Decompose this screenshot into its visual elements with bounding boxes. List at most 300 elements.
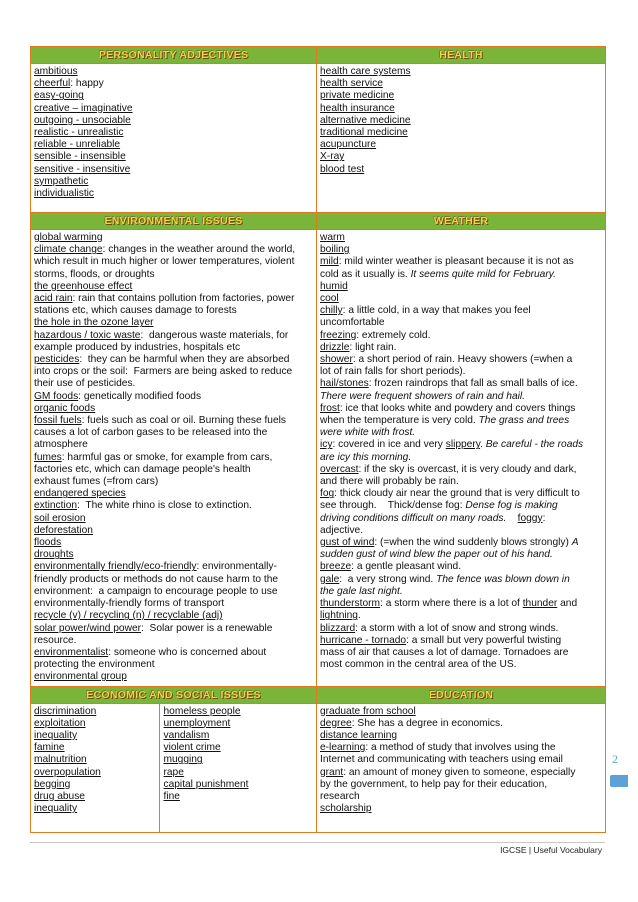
example-sentence: Be careful - the roads — [485, 439, 584, 451]
vocab-term: environmentally friendly/eco-friendly — [34, 561, 197, 573]
vocab-term: icy — [320, 439, 333, 451]
definition-text: protecting the environment — [34, 659, 155, 671]
vocab-line — [34, 232, 313, 244]
vocab-term: sympathetic — [34, 175, 89, 187]
vocab-term: fog — [320, 488, 335, 500]
vocab-term: health insurance — [320, 102, 395, 114]
vocab-line — [34, 354, 313, 366]
example-sentence: were white with frost. — [320, 427, 416, 439]
vocab-line — [34, 730, 156, 742]
vocab-term: frost — [320, 402, 340, 414]
vocab-term: distance learning — [320, 729, 398, 741]
vocab-term: private medicine — [320, 90, 395, 102]
definition-text: environment: a campaign to encourage people to use — [34, 585, 278, 597]
vocab-line — [34, 549, 313, 561]
vocab-term: deforestation — [34, 524, 93, 536]
vocab-line — [34, 256, 313, 268]
page-tab-marker — [610, 775, 628, 787]
vocab-term: cool — [320, 293, 339, 305]
vocab-term: overpopulation — [34, 766, 101, 778]
definition-text: : a storm with a lot of snow and strong winds. — [355, 622, 559, 634]
vocab-term: organic foods — [34, 402, 96, 414]
vocab-term: discrimination — [34, 705, 97, 717]
vocab-term: scholarship — [320, 803, 372, 815]
definition-text: : covered in ice and very — [332, 439, 446, 451]
definition-text: when the temperature is very cold. — [320, 415, 479, 427]
vocab-line — [34, 164, 313, 176]
vocab-line — [34, 139, 313, 151]
weather-list — [317, 230, 606, 687]
vocab-line — [320, 754, 602, 766]
vocab-line — [320, 305, 602, 317]
vocab-term: blizzard — [320, 622, 356, 634]
definition-text: : a very strong wind. — [339, 573, 437, 585]
definition-text: mass of air that causes a lot of damage. Tornadoes are — [320, 646, 569, 658]
footer-title: Useful Vocabulary — [533, 845, 602, 855]
vocab-term: drizzle — [320, 341, 350, 353]
definition-text: uncomfortable — [320, 317, 385, 329]
vocab-term: cheerful — [34, 78, 71, 90]
vocab-line — [320, 513, 602, 525]
vocab-line — [320, 115, 602, 127]
vocab-line — [34, 103, 313, 115]
vocab-line — [320, 718, 602, 730]
vocab-term: easy-going — [34, 90, 84, 102]
vocab-term: outgoing - unsociable — [34, 114, 131, 126]
definition-text: : (=when the wind suddenly blows strongly) — [374, 537, 572, 549]
vocab-term: fossil fuels — [34, 415, 82, 427]
vocab-line — [34, 635, 313, 647]
vocab-term: capital punishment — [163, 778, 249, 790]
definition-text: : — [542, 512, 546, 524]
vocab-line — [320, 488, 602, 500]
vocab-line — [320, 549, 602, 561]
definition-text: : changes in the weather around the world, — [102, 244, 296, 256]
vocab-line — [34, 427, 313, 439]
vocab-term: gust of wind — [320, 537, 375, 549]
footer-separator: | — [528, 845, 532, 855]
vocab-term: GM foods — [34, 390, 79, 402]
definition-text: : a little cold, in a way that makes you feel — [342, 305, 531, 317]
vocab-term: inequality — [34, 729, 78, 741]
economic-cell — [31, 703, 317, 832]
vocab-term: thunder — [522, 598, 558, 610]
vocab-term: sensitive - insensitive — [34, 163, 131, 175]
vocab-term: malnutrition — [34, 754, 87, 766]
vocab-term: boiling — [320, 244, 350, 256]
vocab-line — [320, 330, 602, 342]
definition-text: : someone who is concerned about — [108, 646, 267, 658]
vocab-term: recycle (v) / recycling (n) / recyclable (adj) — [34, 610, 223, 622]
vocab-line — [320, 232, 602, 244]
vocab-line — [34, 305, 313, 317]
vocab-term: humid — [320, 280, 348, 292]
vocab-line — [320, 244, 602, 256]
definition-text: which result in much higher or lower temperatures, violent — [34, 256, 295, 268]
vocab-line — [34, 803, 156, 815]
definition-text: : they can be harmful when they are absorbed — [79, 354, 290, 366]
vocab-line — [320, 439, 602, 451]
vocab-line — [320, 791, 602, 803]
vocab-line — [34, 647, 313, 659]
vocab-line — [34, 610, 313, 622]
vocab-line — [34, 378, 313, 390]
example-sentence: There were frequent showers of rain and hail. — [320, 390, 525, 402]
example-sentence: It seems quite mild for February. — [410, 268, 556, 280]
vocab-term: gale — [320, 573, 340, 585]
definition-text: : if the sky is overcast, it is very cloudy and dark, — [358, 463, 577, 475]
definition-text: . — [357, 610, 361, 622]
vocab-line — [34, 317, 313, 329]
vocab-line — [320, 269, 602, 281]
vocab-term: fumes — [34, 451, 62, 463]
definition-text: storms, floods, or droughts — [34, 268, 155, 280]
environment-list — [31, 230, 317, 687]
vocab-term: the hole in the ozone layer — [34, 317, 154, 329]
vocab-term: mild — [320, 256, 339, 268]
vocab-term: sensible - insensible — [34, 151, 126, 163]
vocab-term: violent crime — [163, 742, 221, 754]
vocab-line — [320, 391, 602, 403]
example-sentence: A — [571, 537, 579, 549]
vocab-line — [320, 342, 602, 354]
vocab-term: creative – imaginative — [34, 102, 133, 114]
vocab-line — [320, 635, 602, 647]
vocab-line — [320, 127, 602, 139]
example-sentence: the gale last night. — [320, 585, 403, 597]
vocab-term: e-learning — [320, 742, 366, 754]
vocab-line — [34, 464, 313, 476]
vocab-line — [320, 476, 602, 488]
vocab-term: hurricane - tornado — [320, 634, 407, 646]
vocab-term: traditional medicine — [320, 127, 408, 139]
vocab-line — [34, 293, 313, 305]
vocab-line — [34, 330, 313, 342]
vocab-term: fine — [163, 790, 180, 802]
vocab-term: lightning — [320, 610, 358, 622]
vocab-line — [320, 293, 602, 305]
definition-text: environmentally-friendly forms of transport — [34, 598, 225, 610]
definition-text: : thick cloudy air near the ground that is very difficult to — [334, 488, 580, 500]
vocab-term: health service — [320, 78, 383, 90]
vocab-line — [320, 803, 602, 815]
definition-text: into crops or the soil: Farmers are being asked to reduce — [34, 366, 293, 378]
vocab-line — [320, 415, 602, 427]
vocab-line — [320, 500, 602, 512]
vocab-term: graduate from school — [320, 705, 416, 717]
definition-text: and there will probably be rain. — [320, 476, 459, 488]
vocab-line — [164, 742, 317, 754]
vocab-line — [34, 513, 313, 525]
vocab-line — [34, 415, 313, 427]
example-sentence: driving conditions difficult on many roads. — [320, 512, 507, 524]
definition-text: causes a lot of carbon gases to be released into the — [34, 427, 268, 439]
vocab-line — [320, 623, 602, 635]
definition-text: : light rain. — [349, 341, 397, 353]
definition-text — [506, 513, 517, 524]
economic-list-right — [159, 704, 316, 832]
example-sentence: sudden gust of wind blew the paper out of his hand. — [320, 549, 553, 561]
vocab-line — [34, 439, 313, 451]
vocab-line — [320, 90, 602, 102]
vocab-term: extinction — [34, 500, 78, 512]
vocab-line — [320, 354, 602, 366]
vocab-term: unemployment — [163, 717, 231, 729]
vocab-line — [34, 269, 313, 281]
definition-text: : happy — [70, 78, 104, 90]
vocab-line — [320, 610, 602, 622]
vocab-term: environmentalist — [34, 646, 109, 658]
personality-heading: PERSONALITY ADJECTIVES — [31, 47, 317, 64]
vocab-term: slippery — [445, 439, 481, 451]
vocab-term: droughts — [34, 549, 74, 561]
vocab-line — [320, 139, 602, 151]
vocab-line — [34, 791, 156, 803]
vocab-term: floods — [34, 537, 62, 549]
vocab-term: breeze — [320, 561, 352, 573]
vocab-line — [34, 78, 313, 90]
footer-course: IGCSE — [500, 845, 527, 855]
definition-text: : Solar power is a renewable — [141, 622, 273, 634]
vocab-line — [34, 586, 313, 598]
definition-text: : genetically modified foods — [78, 390, 202, 402]
definition-text: : fuels such as coal or oil. Burning these fuels — [81, 415, 286, 427]
vocab-line — [34, 452, 313, 464]
vocab-line — [164, 754, 317, 766]
definition-text: : dangerous waste materials, for — [140, 329, 289, 341]
vocab-line — [320, 378, 602, 390]
vocab-line — [34, 391, 313, 403]
definition-text: : environmentally- — [196, 561, 277, 573]
vocab-line — [320, 537, 602, 549]
vocab-line — [320, 706, 602, 718]
vocabulary-table — [30, 46, 606, 833]
vocab-term: thunderstorm — [320, 598, 381, 610]
vocab-term: chilly — [320, 305, 343, 317]
vocab-line — [34, 403, 313, 415]
vocab-line — [34, 90, 313, 102]
vocab-term: solar power/wind power — [34, 622, 142, 634]
education-heading: EDUCATION — [317, 686, 606, 703]
vocab-term: global warming — [34, 232, 103, 243]
vocab-term: foggy — [517, 512, 543, 524]
definition-text: lot of rain falls for short periods). — [320, 366, 466, 378]
vocab-term: realistic - unrealistic — [34, 127, 124, 139]
vocab-term: the greenhouse effect — [34, 280, 133, 292]
definition-text: atmosphere — [34, 439, 88, 451]
definition-text: research — [320, 790, 360, 802]
economic-heading: ECONOMIC AND SOCIAL ISSUES — [31, 686, 317, 703]
vocab-term: hazardous / toxic waste — [34, 329, 141, 341]
vocab-term: endangered species — [34, 488, 126, 500]
environment-heading: ENVIRONMENTAL ISSUES — [31, 213, 317, 230]
personality-list — [31, 64, 317, 213]
vocab-line — [320, 742, 602, 754]
vocab-line — [320, 151, 602, 163]
definition-text: : extremely cold. — [356, 329, 431, 341]
vocab-line — [164, 718, 317, 730]
health-heading: HEALTH — [317, 47, 606, 64]
vocab-line — [320, 730, 602, 742]
example-sentence: are icy this morning. — [320, 451, 412, 463]
footer-rule — [30, 842, 605, 843]
vocab-line — [34, 66, 313, 78]
vocab-line — [320, 78, 602, 90]
vocab-line — [34, 754, 156, 766]
vocab-line — [34, 366, 313, 378]
definition-text: friendly products or methods do not cause harm to the — [34, 573, 279, 585]
vocab-term: acid rain — [34, 293, 73, 305]
vocab-term: degree — [320, 717, 352, 729]
vocab-term: individualistic — [34, 188, 95, 200]
vocab-term: mugging — [163, 754, 203, 766]
vocab-line — [164, 791, 317, 803]
vocab-term: begging — [34, 778, 71, 790]
definition-text: : The white rhino is close to extinction. — [77, 500, 252, 512]
definition-text: cold as it usually is. — [320, 268, 411, 280]
vocab-line — [320, 452, 602, 464]
vocab-line — [34, 574, 313, 586]
vocab-line — [34, 115, 313, 127]
definition-text: by the government, to help pay for their education, — [320, 778, 548, 790]
vocab-line — [320, 598, 602, 610]
page-number: 2 — [612, 752, 618, 766]
definition-text: and — [557, 598, 578, 610]
vocab-line — [320, 103, 602, 115]
vocab-line — [164, 767, 317, 779]
vocab-line — [320, 525, 602, 537]
vocab-line — [320, 366, 602, 378]
vocab-line — [34, 598, 313, 610]
vocab-line — [320, 256, 602, 268]
definition-text: Internet and communicating with teachers using email — [320, 754, 563, 766]
vocab-line — [34, 537, 313, 549]
definition-text: : mild winter weather is pleasant because it is not as — [338, 256, 574, 268]
weather-heading: WEATHER — [317, 213, 606, 230]
vocab-line — [320, 317, 602, 329]
vocab-term: freezing — [320, 329, 357, 341]
vocab-line — [320, 561, 602, 573]
vocab-line — [34, 718, 156, 730]
vocab-line — [34, 342, 313, 354]
vocab-line — [164, 706, 317, 718]
vocab-line — [34, 742, 156, 754]
definition-text: : a short period of rain. Heavy showers (=when a — [352, 354, 573, 366]
vocab-line — [34, 281, 313, 293]
definition-text: : a gentle pleasant wind. — [351, 561, 462, 573]
vocab-line — [320, 427, 602, 439]
vocab-term: shower — [320, 354, 353, 366]
vocab-line — [164, 730, 317, 742]
health-list — [317, 64, 606, 213]
definition-text: factories etc, which can damage people's health — [34, 463, 251, 475]
vocab-term: environmental group — [34, 671, 127, 683]
vocab-line — [34, 476, 313, 488]
definition-text: stations etc, which causes damage to forests — [34, 305, 237, 317]
definition-text: : frozen raindrops that fall as small balls of ice. — [368, 378, 578, 390]
definition-text: : a storm where there is a lot of — [380, 598, 523, 610]
vocab-term: vandalism — [163, 729, 210, 741]
vocab-line — [320, 464, 602, 476]
vocab-line — [320, 647, 602, 659]
vocab-line — [320, 767, 602, 779]
vocab-line — [34, 779, 156, 791]
definition-text: : harmful gas or smoke, for example from cars, — [61, 451, 273, 463]
definition-text: : ice that looks white and powdery and covers things — [339, 402, 576, 414]
definition-text: example produced by industries, hospitals etc — [34, 341, 241, 353]
vocab-line — [320, 659, 602, 671]
vocab-term: X-ray — [320, 151, 345, 163]
vocab-term: drug abuse — [34, 790, 85, 802]
vocab-term: acupuncture — [320, 139, 377, 151]
vocab-term: overcast — [320, 463, 359, 475]
definition-text: : She has a degree in economics. — [351, 717, 503, 729]
vocab-line — [34, 127, 313, 139]
definition-text: exhaust fumes (=from cars) — [34, 476, 159, 488]
definition-text: : a small but very powerful twisting — [406, 634, 562, 646]
vocab-line — [320, 574, 602, 586]
vocab-line — [320, 281, 602, 293]
vocab-term: famine — [34, 742, 65, 754]
definition-text: most common in the central area of the US. — [320, 659, 517, 671]
vocab-line — [34, 488, 313, 500]
vocab-line — [34, 244, 313, 256]
vocab-line — [320, 586, 602, 598]
vocab-term: warm — [320, 232, 345, 243]
vocab-term: hail/stones — [320, 378, 369, 390]
example-sentence: The fence was blown down in — [436, 573, 570, 585]
education-list — [317, 703, 606, 832]
definition-text: : a method of study that involves using the — [365, 742, 556, 754]
vocab-line — [34, 671, 313, 683]
vocab-line — [34, 176, 313, 188]
vocab-term: health care systems — [320, 66, 411, 77]
definition-text: see through. Thick/dense fog: — [320, 500, 466, 512]
vocab-line — [34, 525, 313, 537]
vocab-line — [34, 188, 313, 200]
vocab-term: pesticides — [34, 354, 80, 366]
vocab-term: homeless people — [163, 705, 241, 717]
example-sentence: Dense fog is making — [465, 500, 558, 512]
definition-text: adjective. — [320, 524, 364, 536]
vocab-line — [34, 500, 313, 512]
vocab-term: reliable - unreliable — [34, 139, 121, 151]
vocab-line — [34, 623, 313, 635]
economic-subtable — [31, 704, 316, 832]
footer — [500, 845, 602, 855]
vocab-line — [164, 779, 317, 791]
vocab-line — [320, 66, 602, 78]
vocab-line — [320, 403, 602, 415]
vocab-line — [34, 706, 156, 718]
example-sentence: The grass and trees — [478, 415, 570, 427]
vocab-line — [320, 164, 602, 176]
definition-text: . — [480, 439, 486, 451]
vocab-term: blood test — [320, 163, 365, 175]
vocab-term: soil erosion — [34, 512, 86, 524]
vocab-line — [320, 779, 602, 791]
vocab-line — [34, 561, 313, 573]
vocab-line — [34, 151, 313, 163]
vocab-term: grant — [320, 766, 344, 778]
economic-list-left — [31, 704, 159, 832]
vocab-term: climate change — [34, 244, 103, 256]
vocab-term: alternative medicine — [320, 114, 411, 126]
definition-text: : an amount of money given to someone, especially — [343, 766, 576, 778]
vocab-term: inequality — [34, 803, 78, 815]
definition-text: : rain that contains pollution from factories, power — [72, 293, 295, 305]
vocab-line — [34, 659, 313, 671]
